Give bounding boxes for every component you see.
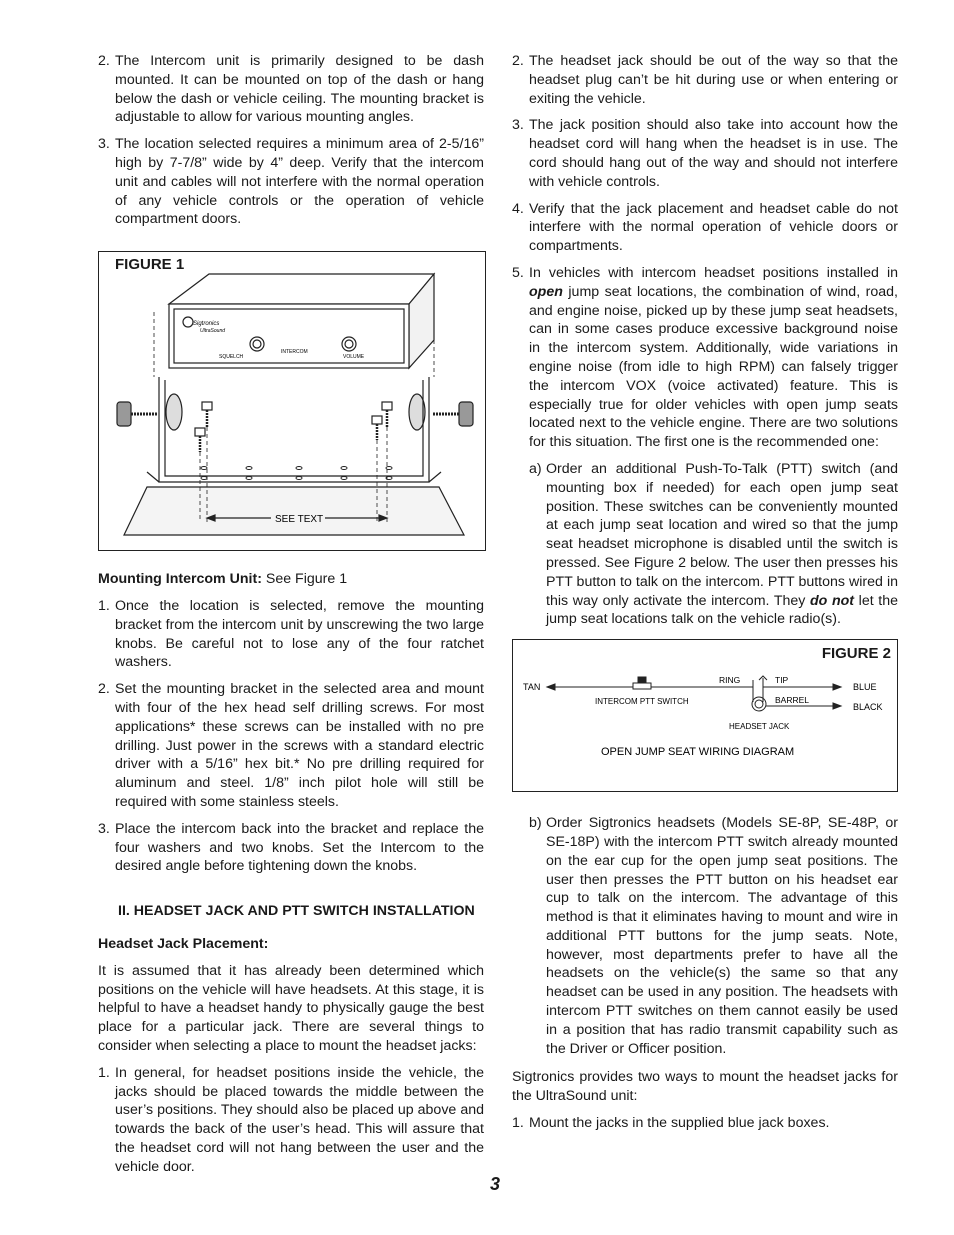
tan-label: TAN — [523, 682, 541, 693]
intercom-label: INTERCOM — [281, 349, 308, 356]
list-item: 1. In general, for headset positions inside the vehicle, the jacks should be placed towards the middle between the user’s positions. They should also be placed up above and towards the back of the user’s head. This will assure that the headset cord will not hang between the user and the vehicle door. — [98, 1064, 484, 1175]
list-item: 3. Place the intercom back into the bracket and replace the four washers and two knobs. Set the Intercom to the desired angle before tightening down the knobs. — [98, 820, 484, 875]
tip-label: TIP — [775, 675, 789, 686]
squelch-label: SQUELCH — [219, 354, 244, 361]
list-item: b) Order Sigtronics headsets (Models SE-8P, SE-48P, or SE-18P) with the intercom PTT switch already mounted on the ear cup for the open jump seat positions. The user then presses the PTT button on his headset ear cup to talk on the intercom. The advantage of this method is that it eliminates having to mount and wire in additional PTT buttons for the jump seats. Note, however, most departments prefer to have all the headsets on the vehicle(s) the same so that any headset can be used in any position. The headsets with intercom PTT switches on them cannot easily be used in a position that has radio transmit capability such as the Driver or Officer position. — [529, 815, 898, 1057]
brand-logo-text: Sigtronics — [193, 321, 220, 328]
wiring-diagram — [513, 640, 897, 791]
list-item: a) Order an additional Push-To-Talk (PTT) switch (and mounting box if needed) for each open jump seat position. These switches can be conveniently mounted at each jump seat location and wired so that the jump seat headset microphone is disabled until the switch is pressed. See Figure 2 below. The user then presses his PTT button to talk on the intercom. PTT buttons wired in this way only activate the intercom. They do not let the jump seat locations talk on the vehicle radio(s). — [529, 460, 898, 628]
mounting-heading: Mounting Intercom Unit: See Figure 1 — [98, 571, 348, 588]
list-item: 2. Set the mounting bracket in the selected area and mount with four of the hex head self drilling screws. For most applications* these screws can be installed with no pre drilling. Just power in the screws with a standard electric driver with a 5/16” hex bit.* No pre drilling required for aluminum and steel. 1/8” inch pilot hole will still be required with some stainless steels. — [98, 681, 484, 810]
list-item: 1. Once the location is selected, remove the mounting bracket from the intercom unit by unscrewing the two large knobs. Be careful not to lose any of the four ratchet washers. — [98, 597, 484, 671]
see-text-label: SEE TEXT — [275, 514, 324, 526]
figure-1-label: FIGURE 1 — [115, 256, 185, 274]
list-item: 4. Verify that the jack placement and headset cable do not interfere with the normal operation of vehicle doors or compartments. — [512, 200, 898, 255]
barrel-label: BARREL — [775, 695, 810, 706]
left-column — [98, 52, 484, 1184]
list-item: 3. The location selected requires a minimum area of 2-5/16” high by 7-7/8” wide by 4” deep. Verify that the intercom unit and cables will not interfere with the normal operation of any vehicle controls or the operation of vehicle compartment doors. — [98, 136, 484, 228]
headset-jack-label: HEADSET JACK — [729, 722, 790, 732]
section-heading: II. HEADSET JACK AND PTT SWITCH INSTALLATION — [118, 903, 475, 920]
intro-paragraph: It is assumed that it has already been determined which positions on the vehicle will have headsets. At this stage, it is helpful to have a headset handy to physically gauge the best place for a particular jack. There are several things to consider when selecting a place to mount the headset jacks: — [98, 962, 484, 1054]
list-item: 2. The Intercom unit is primarily designed to be dash mounted. It can be mounted on top of the dash or hang below the dash or vehicle ceiling. The mounting bracket is adjustable to allow for various mounting angles. — [98, 53, 484, 126]
list-item: 1. Mount the jacks in the supplied blue jack boxes. — [512, 1115, 830, 1132]
figure-1 — [98, 251, 486, 551]
figure-2-label: FIGURE 2 — [821, 645, 891, 663]
ways-paragraph: Sigtronics provides two ways to mount the headset jacks for the UltraSound unit: — [512, 1069, 898, 1105]
volume-label: VOLUME — [343, 354, 365, 361]
blue-label: BLUE — [853, 682, 877, 693]
black-label: BLACK — [853, 702, 883, 713]
list-item: 5. In vehicles with intercom headset positions installed in open jump seat locations, the combination of wind, road, and engine noise, picked up by these jump seat headsets, can in some cases produce excessive background noise in the intercom system. Additionally, wide variations in engine noise (from idle to high RPM) can falsely trigger the intercom VOX (voice activated) feature. This is especially true for older vehicles with open jump seats located next to the vehicle engine. There are two solutions for this situation. The first one is the recommended one: — [512, 264, 898, 451]
diagram-caption: OPEN JUMP SEAT WIRING DIAGRAM — [601, 746, 795, 759]
model-logo-text: UltraSound — [200, 328, 226, 335]
ptt-switch-label: INTERCOM PTT SWITCH — [595, 697, 689, 707]
placement-heading: Headset Jack Placement: — [98, 935, 269, 952]
intercom-mounting-drawing — [99, 252, 485, 550]
list-item: 3. The jack position should also take into account how the headset cord will hang when the headset is in use. The cord should hang out of the way and should not interfere with vehicle controls. — [512, 117, 898, 190]
ring-label: RING — [719, 675, 741, 686]
page-number: 3 — [490, 1174, 501, 1194]
figure-2 — [512, 639, 898, 792]
list-item: 2. The headset jack should be out of the way so that the headset plug can’t be hit during use or when entering or exiting the vehicle. — [512, 53, 898, 107]
right-column — [512, 52, 898, 1141]
